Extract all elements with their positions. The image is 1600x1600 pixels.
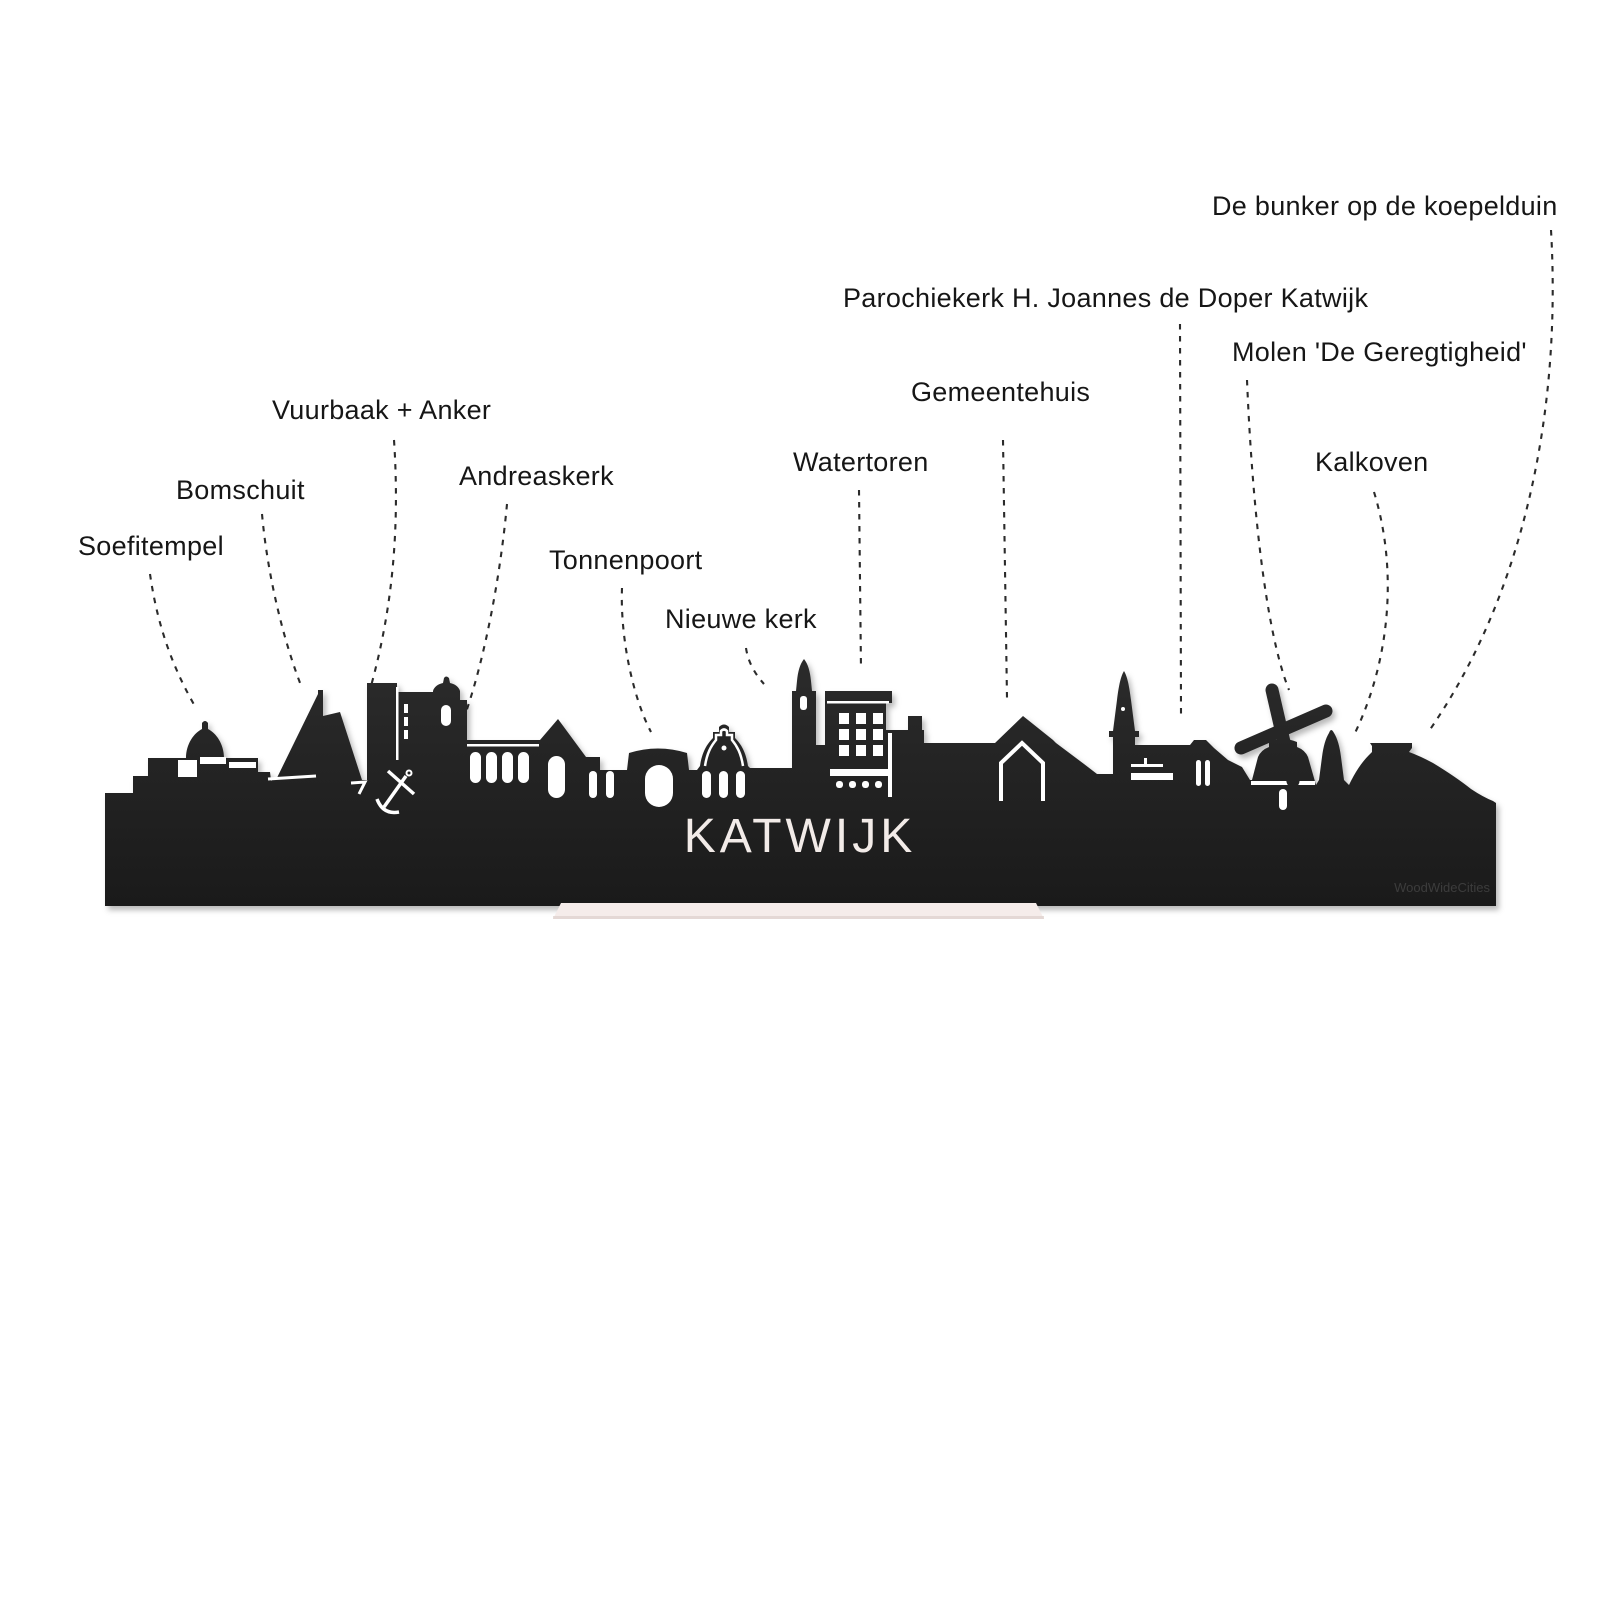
leader-line-gemeentehuis [1003, 440, 1007, 698]
label-molen: Molen 'De Geregtigheid' [1232, 337, 1527, 367]
leader-line-kalkoven [1355, 492, 1388, 733]
leader-line-molen [1247, 380, 1289, 690]
leader-line-tonnenpoort [622, 588, 651, 732]
label-tonnenpoort: Tonnenpoort [549, 545, 703, 575]
leader-line-bomschuit [262, 514, 302, 688]
label-soefitempel: Soefitempel [78, 531, 224, 561]
watermark: WoodWideCities [1394, 880, 1490, 895]
base-stand [553, 903, 1044, 919]
label-bunker: De bunker op de koepelduin [1212, 191, 1558, 221]
label-gemeentehuis: Gemeentehuis [911, 377, 1091, 407]
label-bomschuit: Bomschuit [176, 475, 305, 505]
leader-line-parochiekerk [1180, 324, 1181, 714]
label-watertoren: Watertoren [793, 447, 929, 477]
leader-line-andreaskerk [466, 504, 507, 712]
leader-line-watertoren [859, 490, 861, 670]
leader-line-nieuwe-kerk [746, 648, 764, 684]
label-andreaskerk: Andreaskerk [459, 461, 614, 491]
leader-line-soefitempel [150, 574, 196, 708]
leader-line-vuurbaak [371, 440, 396, 686]
label-kalkoven: Kalkoven [1315, 447, 1429, 477]
label-parochiekerk: Parochiekerk H. Joannes de Doper Katwijk [843, 283, 1369, 313]
windmill-sails [1241, 690, 1326, 781]
skyline-silhouette-group [105, 659, 1496, 906]
leader-line-bunker [1429, 230, 1553, 731]
katwijk-cutout-text: KATWIJK [683, 810, 917, 863]
label-vuurbaak-anker: Vuurbaak + Anker [272, 395, 492, 425]
leader-lines [150, 230, 1553, 733]
label-nieuwe-kerk: Nieuwe kerk [665, 604, 817, 634]
